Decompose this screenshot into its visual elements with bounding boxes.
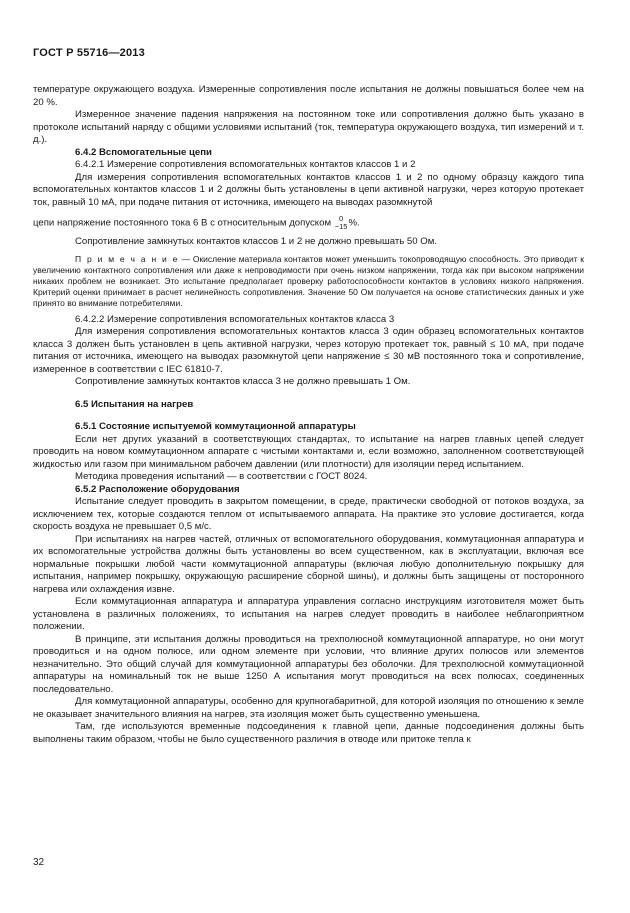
- paragraph: При испытаниях на нагрев частей, отличных от вспомогательного оборудования, коммутационная аппаратура и их вспомогательные устройства должны быть установлены во всем существенном, как в эксплуатации, включая все нормальные покрышки любой части коммутационной аппаратуры (включая любую дополнительную покрышку для испытания, например покрышку, окружающую расширение сборной шины), и должны быть защищены от посторонного нагрева или охлаждения извне.: [33, 533, 584, 595]
- tolerance-formula-line: [33, 215, 584, 231]
- tolerance-lower: −15: [334, 222, 348, 231]
- document-body: [33, 84, 584, 746]
- paragraph: Если нет других указаний в соответствующих стандартах, то испытание на нагрев главных цепей следует проводить на новом коммутационном аппарате с чистыми контактами и, если возможно, заполненном соответствующей жидкостью или газом при минимальном рабочем давлении (или плотности) для изоляции перед испытанием.: [33, 433, 584, 470]
- tolerance-unit: %.: [348, 217, 360, 229]
- paragraph: Там, где используются временные подсоединения к главной цепи, данные подсоединения должны быть выполнены таким образом, чтобы не было существенного различия в отводе или притоке тепла к: [33, 721, 584, 745]
- tolerance-fraction: [335, 215, 348, 231]
- section-heading-6-5-2: 6.5.2 Расположение оборудования: [75, 483, 240, 495]
- subsection-title-6-4-2-2: 6.4.2.2 Измерение сопротивления вспомогательных контактов класса 3: [75, 313, 395, 325]
- paragraph: Измеренное значение падения напряжения на постоянном токе или сопротивления должно быть указано в протоколе испытаний наряду с общими условиями испытаний (ток, температура окружающего воздуха, тип измерений и т. д.).: [33, 109, 584, 145]
- note-text: — Окисление материала контактов может уменьшить токопроводящую способность. Это приводит к увеличению контактного сопротивления или даже к непроводимости при очень низком напряжении, тогда как при высоком напряжении никаких проблем не возникает. Это испытание предполагает проверку работоспособности контактов в условиях низкого напряжения. Критерий оценки принимает в расчет нелинейность сопротивления. Значение 50 Ом получается на основе статистических данных и уже принято во внимание потребителями.: [33, 253, 584, 308]
- section-heading-6-5-1: 6.5.1 Состояние испытуемой коммутационной аппаратуры: [75, 421, 356, 432]
- paragraph: Для коммутационной аппаратуры, особенно для крупногабаритной, для которой изоляция по отношению к земле не оказывает значительного влияния на нагрев, эта изоляция может быть существенно уменьшена.: [33, 696, 584, 720]
- paragraph: Методика проведения испытаний — в соответствии с ГОСТ 8024.: [75, 471, 368, 482]
- paragraph: температуре окружающего воздуха. Измеренные сопротивления после испытания не должны повышаться более чем на 20 %.: [33, 84, 584, 108]
- page-number: 32: [33, 857, 45, 868]
- paragraph: В принципе, эти испытания должны проводиться на трехполюсной коммутационной аппаратуре, но они могут проводиться и на одном полюсе, или одном элементе при условии, что влияние других полюсов или элементов незначительно. Это общий случай для коммутационной аппаратуры без оболочки. Для трехполюсной коммутационной аппаратуры на номинальный ток не выше 1250 А испытания могут проводиться на всех полюсах, соединенных последовательно.: [33, 633, 584, 695]
- paragraph: Для измерения сопротивления вспомогательных контактов класса 3 один образец вспомогательных контактов класса 3 должен быть установлен в цепь активной нагрузки, через которую протекает ток, равный ≤ 10 мА, при подаче питания от источника, имеющего на выводах разомкнутой цепи напряжение ≤ 30 мВ постоянного тока и сопротивление, измеренное в соответствии с IEC 61810-7.: [33, 326, 584, 375]
- section-heading-6-4-2: 6.4.2 Вспомогательные цепи: [75, 146, 212, 158]
- paragraph: Испытание следует проводить в закрытом помещении, в среде, практически свободной от потоков воздуха, за исключением тех, которые создаются теплом от испытываемого аппарата. На практике это условие достигается, когда скорость воздуха не превышает 0,5 м/с.: [33, 496, 584, 532]
- paragraph: Сопротивление замкнутых контактов классов 1 и 2 не должно превышать 50 Ом.: [75, 236, 437, 247]
- subsection-title-6-4-2-1: 6.4.2.1 Измерение сопротивления вспомогательных контактов классов 1 и 2: [75, 159, 416, 170]
- note: [33, 254, 584, 309]
- paragraph: Сопротивление замкнутых контактов класса 3 не должно превышать 1 Ом.: [75, 376, 411, 387]
- formula-text: цепи напряжение постоянного тока 6 В с относительным допуском: [33, 217, 332, 229]
- paragraph: Для измерения сопротивления вспомогательных контактов классов 1 и 2 по одному образцу каждого типа вспомогательных контактов классов 1 и 2 должны быть установлены в цепи активной нагрузки, через которую протекает ток, равный 10 мА, при подаче питания от источника, имеющего на выводах разомкнутой: [33, 171, 584, 208]
- tolerance-upper: 0: [339, 214, 344, 223]
- section-heading-6-5: 6.5 Испытания на нагрев: [75, 398, 194, 410]
- note-label: П р и м е ч а н и е: [75, 253, 179, 264]
- document-header: ГОСТ Р 55716—2013: [33, 47, 145, 59]
- paragraph: Если коммутационная аппаратура и аппаратура управления согласно инструкциям изготовителя может быть установлена в различных положениях, то испытания на нагрев следует проводить в наиболее неблагоприятном положении.: [33, 596, 584, 632]
